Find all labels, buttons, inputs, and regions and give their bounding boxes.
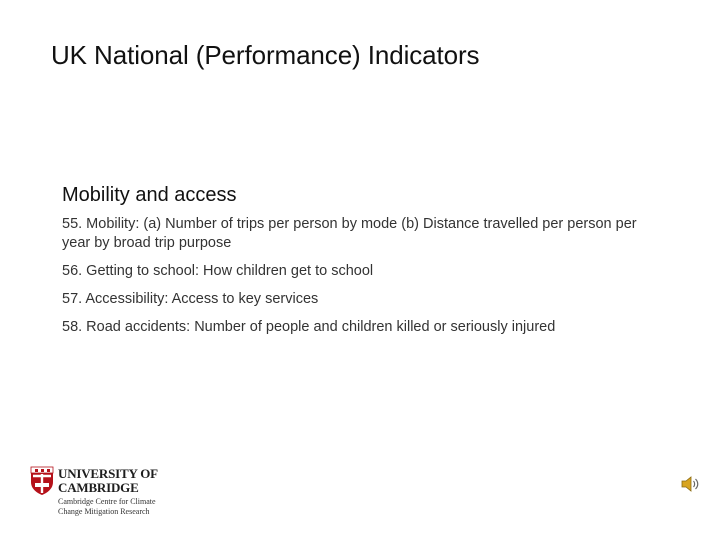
slide-title: UK National (Performance) Indicators <box>51 40 480 70</box>
slide-content <box>62 184 642 346</box>
logo-line2: CAMBRIDGE <box>58 480 139 495</box>
logo-subtitle-line2: Change Mitigation Research <box>58 507 150 516</box>
list-item: 56. Getting to school: How children get to school <box>62 263 374 279</box>
logo-line1: UNIVERSITY OF <box>58 466 158 481</box>
list-item: 57. Accessibility: Access to key services <box>62 291 319 307</box>
list-item: 58. Road accidents: Number of people and children killed or seriously injured <box>62 319 556 335</box>
university-logo <box>30 466 170 518</box>
speaker-icon[interactable] <box>680 474 700 494</box>
logo-subtitle-line1: Cambridge Centre for Climate <box>58 497 156 506</box>
list-item: 55. Mobility: (a) Number of trips per person by mode (b) Distance travelled per person per year by broad trip purpose <box>62 216 637 251</box>
section-heading: Mobility and access <box>62 184 237 206</box>
university-shield-icon <box>30 466 54 496</box>
